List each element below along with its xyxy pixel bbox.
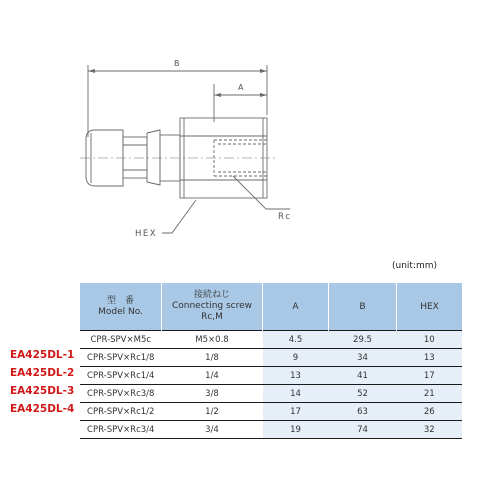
- header-screw-jp: 接続ねじ: [193, 290, 230, 300]
- cell-hex: 32: [397, 421, 463, 439]
- cell-hex: 17: [397, 367, 463, 385]
- table-row: [80, 331, 462, 349]
- cell-a: 13: [263, 367, 329, 385]
- header-model: [80, 283, 162, 331]
- a-arrow-left: [214, 93, 221, 97]
- cell-screw: 1/4: [162, 367, 263, 385]
- rc-leader: [233, 176, 290, 209]
- cell-model: CPR-SPV×Rc1/8: [80, 349, 162, 367]
- cell-b: 52: [329, 385, 397, 403]
- cell-screw: 3/8: [162, 385, 263, 403]
- rc-label: Rc: [278, 212, 292, 222]
- cell-a: 9: [263, 349, 329, 367]
- header-screw-en: Connecting screw: [171, 301, 253, 311]
- cell-hex: 26: [397, 403, 463, 421]
- table-row: [80, 403, 462, 421]
- table-row: [80, 421, 462, 439]
- cell-model: CPR-SPV×M5c: [80, 331, 162, 349]
- header-b: B: [329, 283, 397, 331]
- cell-model: CPR-SPV×Rc3/8: [80, 385, 162, 403]
- part-code: EA425DL-1: [10, 349, 75, 361]
- header-screw: [162, 283, 263, 331]
- hex-leader: [162, 200, 196, 233]
- cell-screw: 3/4: [162, 421, 263, 439]
- cell-a: 4.5: [263, 331, 329, 349]
- part-code: EA425DL-4: [10, 403, 75, 415]
- a-arrow-right: [260, 93, 267, 97]
- hex-label: HEX: [135, 229, 158, 239]
- header-hex: HEX: [397, 283, 463, 331]
- part-code: EA425DL-2: [10, 367, 75, 379]
- table-row: [80, 349, 462, 367]
- header-a: A: [263, 283, 329, 331]
- cell-b: 34: [329, 349, 397, 367]
- cell-screw: 1/2: [162, 403, 263, 421]
- cell-a: 14: [263, 385, 329, 403]
- table-row: [80, 385, 462, 403]
- cell-model: CPR-SPV×Rc1/2: [80, 403, 162, 421]
- b-arrow-left: [88, 69, 95, 73]
- cell-model: CPR-SPV×Rc3/4: [80, 421, 162, 439]
- cell-a: 19: [263, 421, 329, 439]
- header-screw-sub: Rc,M: [201, 312, 223, 322]
- b-arrow-right: [260, 69, 267, 73]
- header-model-jp: 型 番: [106, 295, 134, 306]
- plug-shoulder: [147, 130, 160, 185]
- cell-hex: 10: [397, 331, 463, 349]
- cell-b: 63: [329, 403, 397, 421]
- part-code: EA425DL-3: [10, 385, 75, 397]
- cell-b: 74: [329, 421, 397, 439]
- unit-note: (unit:mm): [392, 261, 438, 271]
- a-label: A: [238, 83, 244, 92]
- b-label: B: [174, 59, 180, 68]
- cell-b: 29.5: [329, 331, 397, 349]
- cell-b: 41: [329, 367, 397, 385]
- spec-table: [80, 283, 462, 439]
- cell-screw: M5×0.8: [162, 331, 263, 349]
- cell-screw: 1/8: [162, 349, 263, 367]
- cell-hex: 13: [397, 349, 463, 367]
- cell-a: 17: [263, 403, 329, 421]
- cell-model: CPR-SPV×Rc1/4: [80, 367, 162, 385]
- cell-hex: 21: [397, 385, 463, 403]
- plug-neck: [123, 137, 147, 178]
- table-row: [80, 367, 462, 385]
- header-model-en: Model No.: [98, 306, 143, 317]
